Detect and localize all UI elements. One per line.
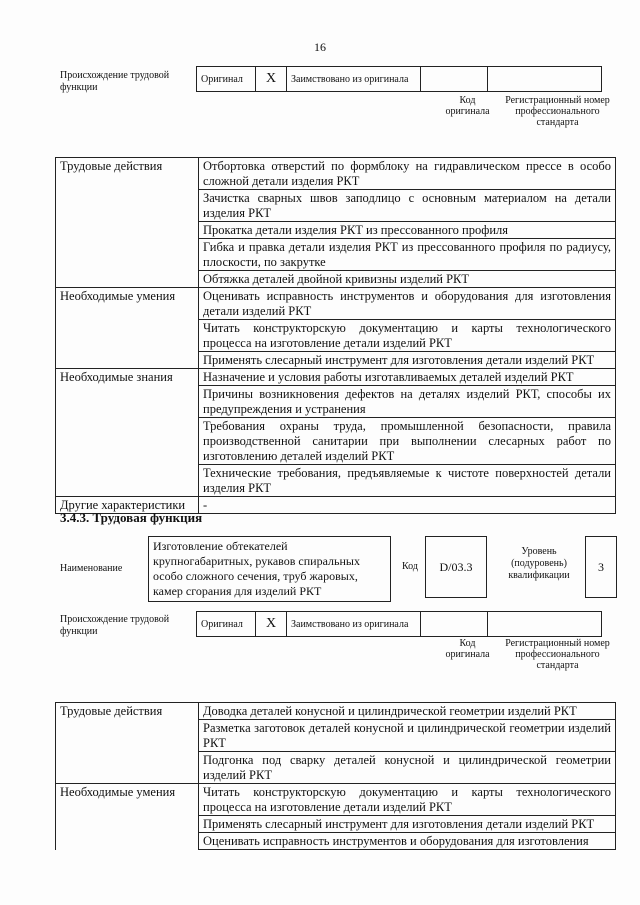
table-row <box>56 222 616 239</box>
labor-function-table <box>55 702 616 850</box>
code-caption: Код оригинала <box>445 638 490 660</box>
category-cell: Трудовые действия <box>56 158 199 190</box>
original-code-cell <box>421 67 488 92</box>
item-cell: Прокатка детали изделия РКТ из прессованного профиля <box>199 222 616 239</box>
item-cell: Читать конструкторскую документацию и карты технологического процесса на изготовление детали изделий РКТ <box>199 784 616 816</box>
borrowed-label: Заимствовано из оригинала <box>287 612 421 637</box>
original-label: Оригинал <box>197 612 256 637</box>
item-cell: Читать конструкторскую документацию и карты технологического процесса на изготовление детали изделий РКТ <box>199 320 616 352</box>
item-cell: Гибка и правка детали изделия РКТ из прессованного профиля по радиусу, плоскости, по закрутке <box>199 239 616 271</box>
item-cell: - <box>199 497 616 514</box>
table-row <box>56 752 616 784</box>
reg-number-cell <box>488 612 602 637</box>
item-cell: Назначение и условия работы изготавливаемых деталей изделий РКТ <box>199 369 616 386</box>
original-code-cell <box>421 612 488 637</box>
code-value: D/03.3 <box>425 536 487 598</box>
table-row <box>56 465 616 497</box>
reg-number-cell <box>488 67 602 92</box>
origin-label: Происхождение трудовой функции <box>60 70 170 93</box>
table-row <box>56 271 616 288</box>
table-row <box>56 369 616 386</box>
table-row <box>56 720 616 752</box>
table-row <box>56 190 616 222</box>
original-mark: X <box>256 612 287 637</box>
original-label: Оригинал <box>197 67 256 92</box>
table-row <box>56 833 616 850</box>
borrowed-label: Заимствовано из оригинала <box>287 67 421 92</box>
page-number: 16 <box>314 40 326 54</box>
item-cell: Требования охраны труда, промышленной безопасности, правила производственной санитарии при выполнении слесарных работ по изготовлению деталей изделий РКТ <box>199 418 616 465</box>
table-row <box>56 703 616 720</box>
item-cell: Разметка заготовок деталей конусной и цилиндрической геометрии изделий РКТ <box>199 720 616 752</box>
name-label: Наименование <box>60 563 123 574</box>
table-row <box>56 418 616 465</box>
category-cell: Необходимые знания <box>56 369 199 386</box>
item-cell: Применять слесарный инструмент для изготовления детали изделий РКТ <box>199 352 616 369</box>
category-cell: Необходимые умения <box>56 288 199 320</box>
original-mark: X <box>256 67 287 92</box>
item-cell: Оценивать исправность инструментов и оборудования для изготовления детали изделий РКТ <box>199 288 616 320</box>
reg-caption: Регистрационный номер профессионального стандарта <box>505 95 610 128</box>
labor-function-table <box>55 157 616 514</box>
item-cell: Оценивать исправность инструментов и оборудования для изготовления <box>199 833 616 850</box>
item-cell: Применять слесарный инструмент для изготовления детали изделий РКТ <box>199 816 616 833</box>
origin-label: Происхождение трудовой функции <box>60 614 170 637</box>
category-cell: Трудовые действия <box>56 703 199 720</box>
item-cell: Причины возникновения дефектов на деталях изделий РКТ, способы их предупреждения и устранения <box>199 386 616 418</box>
code-label: Код <box>402 561 418 572</box>
code-caption: Код оригинала <box>445 95 490 117</box>
table-row <box>56 288 616 320</box>
level-label: Уровень (подуровень) квалификации <box>508 546 570 581</box>
origin-table <box>196 66 602 92</box>
table-row <box>56 239 616 271</box>
category-cell: Необходимые умения <box>56 784 199 816</box>
item-cell: Доводка деталей конусной и цилиндрической геометрии изделий РКТ <box>199 703 616 720</box>
item-cell: Зачистка сварных швов заподлицо с основным материалом на детали изделия РКТ <box>199 190 616 222</box>
table-row <box>56 816 616 833</box>
table-row <box>56 158 616 190</box>
reg-caption: Регистрационный номер профессионального стандарта <box>505 638 610 671</box>
table-row <box>56 352 616 369</box>
item-cell: Технические требования, предъявляемые к чистоте поверхностей детали изделия РКТ <box>199 465 616 497</box>
table-row <box>56 784 616 816</box>
item-cell: Подгонка под сварку деталей конусной и цилиндрической геометрии изделий РКТ <box>199 752 616 784</box>
section-heading: 3.4.3. Трудовая функция <box>60 510 203 525</box>
function-name-box: Изготовление обтекателей крупногабаритных, рукавов спиральных особо сложного сечения, труб жаровых, камер сгорания для изделий РКТ <box>148 536 391 602</box>
table-row <box>56 386 616 418</box>
origin-table <box>196 611 602 637</box>
category-cell: Другие характеристики <box>56 497 199 514</box>
level-value: 3 <box>585 536 617 598</box>
item-cell: Отбортовка отверстий по формблоку на гидравлическом прессе в особо сложной детали изделия РКТ <box>199 158 616 190</box>
table-row <box>56 320 616 352</box>
item-cell: Обтяжка деталей двойной кривизны изделий РКТ <box>199 271 616 288</box>
